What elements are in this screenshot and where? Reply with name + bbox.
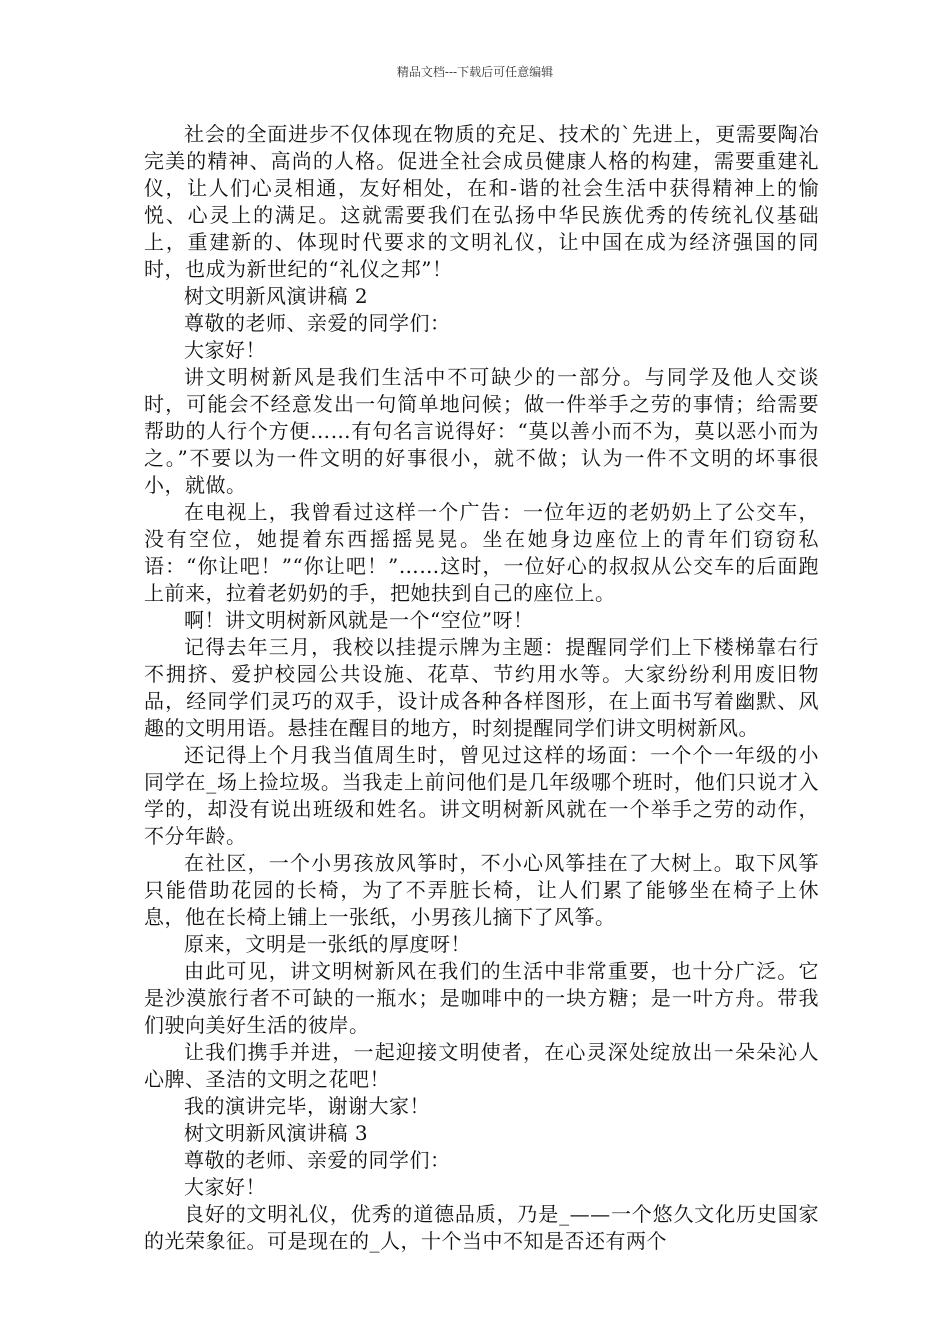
paragraph: 在社区，一个小男孩放风筝时，不小心风筝挂在了大树上。取下风筝只能借助花园的长椅，为了不弄脏长椅，让人们累了能够坐在椅子上休息，他在长椅上铺上一张纸，小男孩儿摘下了风筝。 [144, 851, 819, 929]
salutation: 尊敬的老师、亲爱的同学们： [184, 1148, 451, 1172]
greeting: 大家好！ [184, 1175, 266, 1199]
document-body [144, 121, 819, 1255]
paragraph: 让我们携手并进，一起迎接文明使者，在心灵深处绽放出一朵朵沁人心脾、圣洁的文明之花吧！ [144, 1040, 819, 1091]
paragraph: 社会的全面进步不仅体现在物质的充足、技术的`先进上，更需要陶冶完美的精神、高尚的人格。促进全社会成员健康人格的构建，需要重建礼仪，让人们心灵相通，友好相处，在和-谐的社会生活中获得精神上的愉悦、心灵上的满足。这就需要我们在弘扬中华民族优秀的传统礼仪基础上，重建新的、体现时代要求的文明礼仪，让中国在成为经济强国的同时，也成为新世纪的“礼仪之邦”！ [144, 122, 819, 281]
paragraph: 还记得上个月我当值周生时，曾见过这样的场面：一个个一年级的小同学在_场上捡垃圾。当我走上前问他们是几年级哪个班时，他们只说才入学的，却没有说出班级和姓名。讲文明树新风就在一个举手之劳的动作，不分年龄。 [144, 743, 819, 848]
closing: 我的演讲完毕，谢谢大家！ [184, 1094, 430, 1118]
paragraph: 原来，文明是一张纸的厚度呀！ [184, 932, 471, 956]
paragraph: 讲文明树新风是我们生活中不可缺少的一部分。与同学及他人交谈时，可能会不经意发出一句简单地问候；做一件举手之劳的事情；给需要帮助的人行个方便……有句名言说得好：“莫以善小而不为，莫以恶小而为之。”不要以为一件文明的好事很小，就不做；认为一件不文明的坏事很小，就做。 [144, 365, 819, 497]
paragraph: 记得去年三月，我校以挂提示牌为主题：提醒同学们上下楼梯靠右行不拥挤、爱护校园公共设施、花草、节约用水等。大家纷纷利用废旧物品，经同学们灵巧的双手，设计成各种各样图形，在上面书写着幽默、风趣的文明用语。悬挂在醒目的地方，时刻提醒同学们讲文明树新风。 [144, 635, 819, 740]
paragraph: 啊！讲文明树新风就是一个“空位”呀！ [184, 608, 534, 632]
section-title: 树文明新风演讲稿 2 [184, 284, 369, 308]
greeting: 大家好！ [184, 338, 266, 362]
paragraph: 在电视上，我曾看过这样一个广告：一位年迈的老奶奶上了公交车，没有空位，她提着东西摇摇晃晃。坐在她身边座位上的青年们窃窃私语：“你让吧！”“你让吧！”……这时，一位好心的叔叔从公交车的后面跑上前来，拉着老奶奶的手，把她扶到自己的座位上。 [144, 500, 819, 605]
salutation: 尊敬的老师、亲爱的同学们： [184, 311, 451, 335]
section-title: 树文明新风演讲稿 3 [184, 1121, 369, 1145]
paragraph: 由此可见，讲文明树新风在我们的生活中非常重要，也十分广泛。它是沙漠旅行者不可缺的一瓶水；是咖啡中的一块方糖；是一叶方舟。带我们驶向美好生活的彼岸。 [144, 959, 819, 1037]
paragraph: 良好的文明礼仪，优秀的道德品质，乃是_——一个悠久文化历史国家的光荣象征。可是现在的_人，十个当中不知是否还有两个 [144, 1202, 819, 1253]
page-header: 精品文档---下载后可任意编辑 [396, 65, 554, 79]
